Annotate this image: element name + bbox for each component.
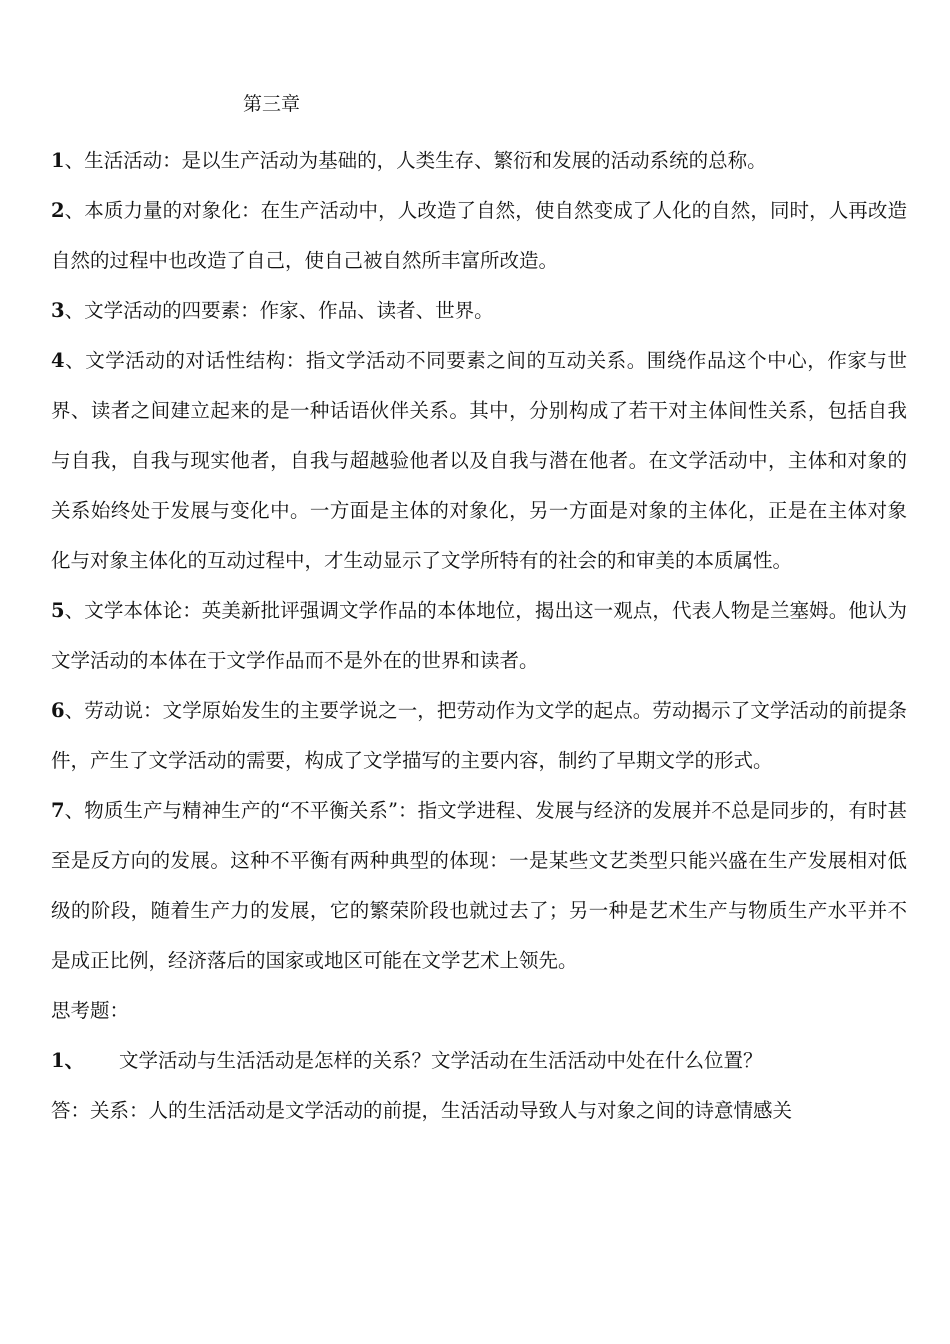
- item-text: 、劳动说：文学原始发生的主要学说之一，把劳动作为文学的起点。劳动揭示了文学活动的前提条件，产生了文学活动的需要，构成了文学描写的主要内容，制约了早期文学的形式。: [51, 699, 907, 772]
- chapter-title: 第三章: [243, 93, 301, 115]
- answer-text: 答：关系：人的生活活动是文学活动的前提，生活活动导致人与对象之间的诗意情感关: [51, 1099, 793, 1122]
- thinking-heading: 思考题：: [51, 999, 130, 1022]
- item-number: 4: [51, 349, 65, 372]
- document-body: [51, 136, 907, 1136]
- item-text: 、文学活动的四要素：作家、作品、读者、世界。: [64, 299, 494, 322]
- item-text: 、文学本体论：英美新批评强调文学作品的本体地位，揭出这一观点，代表人物是兰塞姆。他认为文学活动的本体在于文学作品而不是外在的世界和读者。: [51, 599, 907, 672]
- item-number: 3: [51, 299, 65, 322]
- question-1: [51, 1036, 907, 1086]
- item-text: 、生活活动：是以生产活动为基础的，人类生存、繁衍和发展的活动系统的总称。: [64, 149, 767, 172]
- item-text: 、本质力量的对象化：在生产活动中，人改造了自然，使自然变成了人化的自然，同时，人再改造自然的过程中也改造了自己，使自己被自然所丰富所改造。: [51, 199, 907, 272]
- item-4: [51, 336, 907, 586]
- item-2: [51, 186, 907, 286]
- item-5: [51, 586, 907, 686]
- item-number: 7: [51, 799, 65, 822]
- item-1: [51, 136, 907, 186]
- item-text: 、文学活动的对话性结构：指文学活动不同要素之间的互动关系。围绕作品这个中心，作家与世界、读者之间建立起来的是一种话语伙伴关系。其中，分别构成了若干对主体间性关系，包括自我与自我，自我与现实他者，自我与超越验他者以及自我与潜在他者。在文学活动中，主体和对象的关系始终处于发展与变化中。一方面是主体的对象化，另一方面是对象的主体化，正是在主体对象化与对象主体化的互动过程中，才生动显示了文学所特有的社会的和审美的本质属性。: [51, 349, 907, 572]
- item-number: 6: [51, 699, 65, 722]
- question-text: 文学活动与生活活动是怎样的关系？文学活动在生活活动中处在什么位置？: [119, 1049, 763, 1072]
- item-6: [51, 686, 907, 786]
- item-number: 1: [51, 149, 65, 172]
- item-number: 5: [51, 599, 65, 622]
- item-number: 2: [51, 199, 65, 222]
- item-3: [51, 286, 907, 336]
- item-text: 、物质生产与精神生产的“不平衡关系”：指文学进程、发展与经济的发展并不总是同步的，有时甚至是反方向的发展。这种不平衡有两种典型的体现：一是某些文艺类型只能兴盛在生产发展相对低级的阶段，随着生产力的发展，它的繁荣阶段也就过去了；另一种是艺术生产与物质生产水平并不是成正比例，经济落后的国家或地区可能在文学艺术上领先。: [51, 799, 907, 972]
- item-7: [51, 786, 907, 986]
- question-number: 1、: [51, 1049, 85, 1072]
